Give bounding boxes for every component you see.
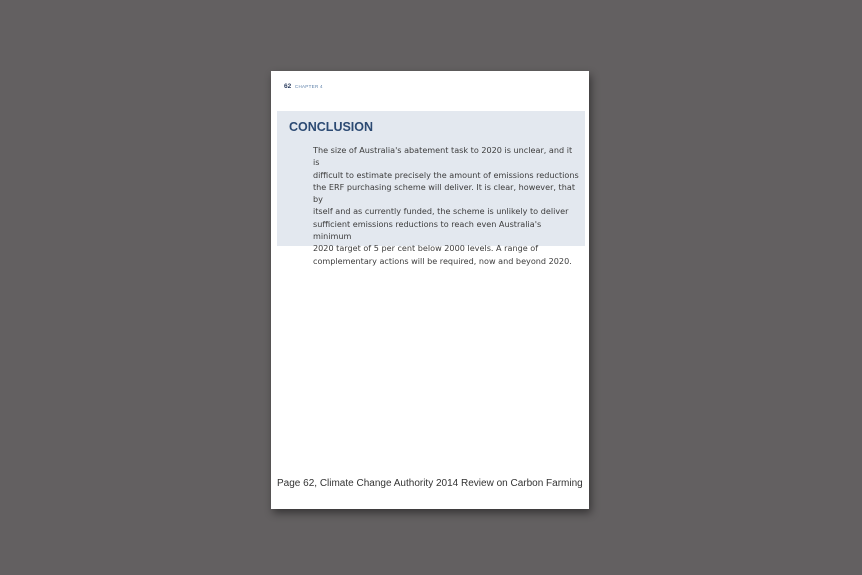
- conclusion-line: itself and as currently funded, the scheme is unlikely to deliver: [313, 206, 569, 217]
- page-header: [284, 83, 323, 91]
- conclusion-line: difficult to estimate precisely the amount of emissions reductions: [313, 169, 579, 180]
- conclusion-box: [277, 111, 585, 266]
- conclusion-line: sufficient emissions reductions to reach even Australia's minimum: [313, 218, 542, 242]
- page-number: 62: [284, 83, 292, 90]
- conclusion-line: 2020 target of 5 per cent below 2000 levels. A range of: [313, 243, 539, 254]
- conclusion-line: The size of Australia's abatement task to 2020 is unclear, and it is: [313, 145, 573, 168]
- conclusion-heading: CONCLUSION: [289, 120, 374, 134]
- conclusion-text: [313, 144, 579, 267]
- conclusion-line: the ERF purchasing scheme will deliver. It is clear, however, that by: [313, 181, 575, 205]
- page-caption: Page 62, Climate Change Authority 2014 Review on Carbon Farming: [277, 478, 583, 489]
- document-page: [271, 71, 589, 509]
- chapter-label: CHAPTER 4: [294, 84, 323, 89]
- conclusion-line: complementary actions will be required, now and beyond 2020.: [313, 255, 572, 266]
